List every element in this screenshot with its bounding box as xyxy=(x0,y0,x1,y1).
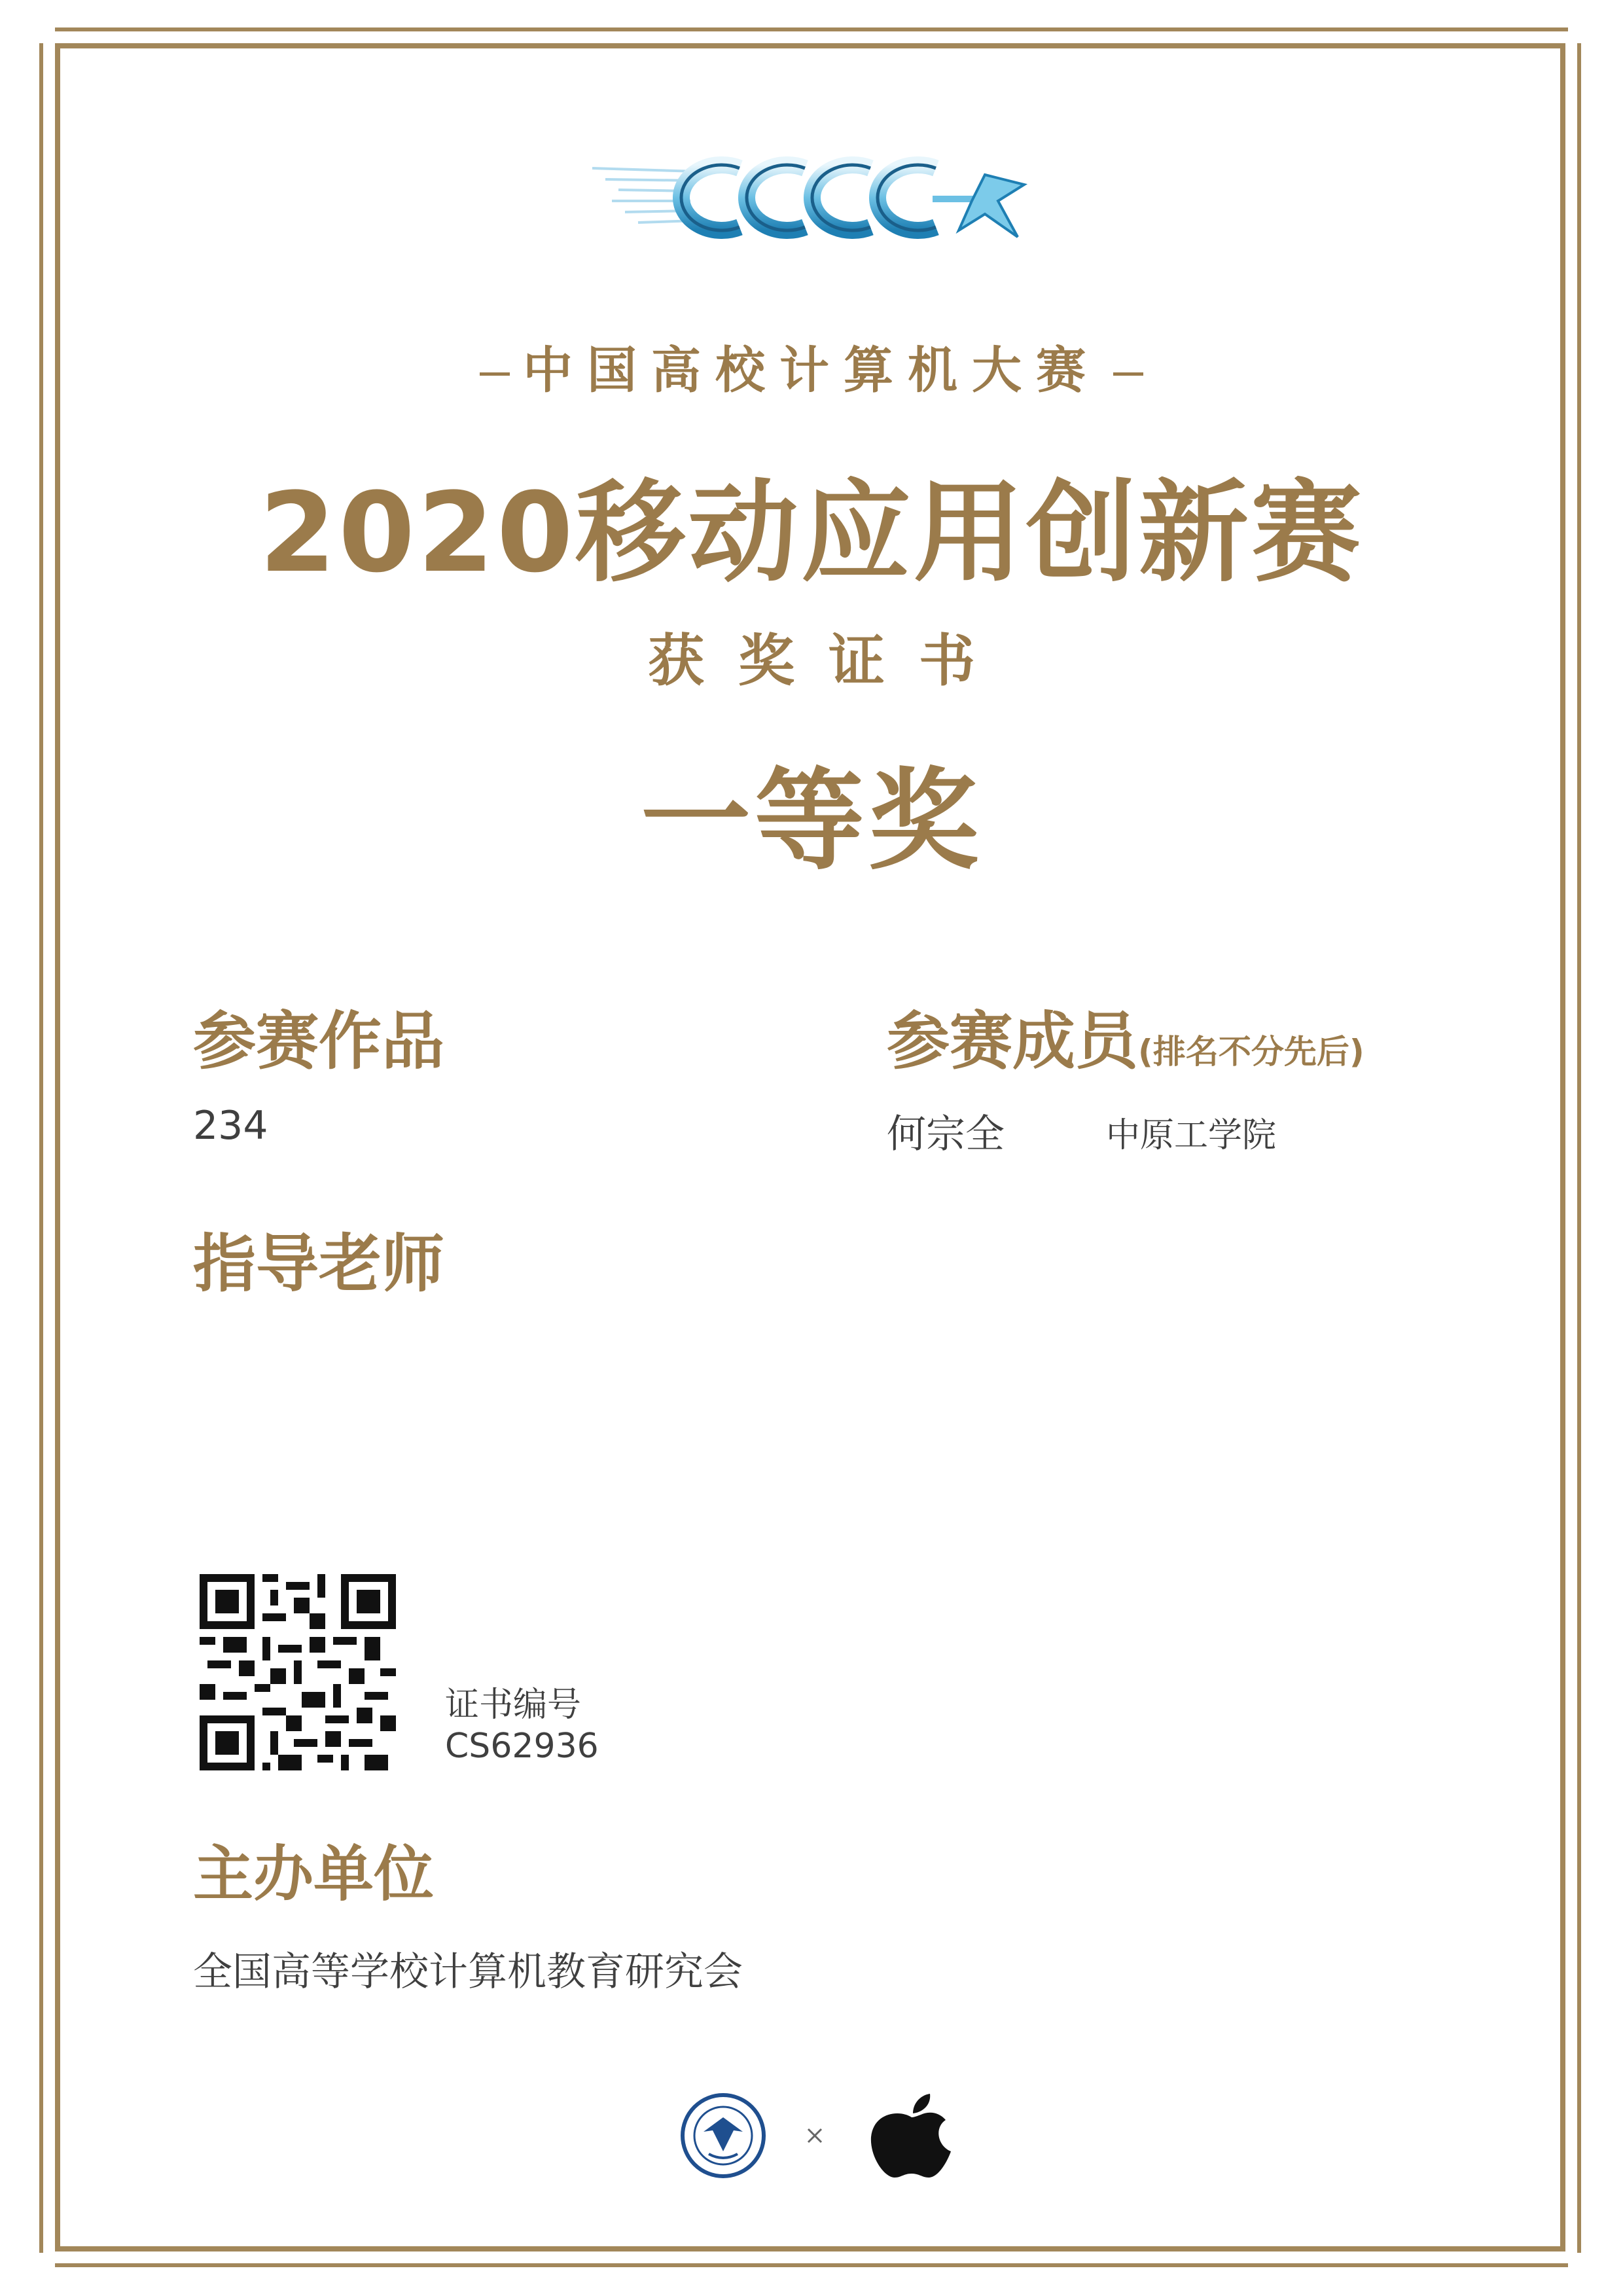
corner-notch xyxy=(35,24,55,43)
subtitle-text: 中国高校计算机大赛 xyxy=(523,341,1100,399)
member-name: 何宗全 xyxy=(887,1111,1005,1157)
subtitle-dash-right xyxy=(1113,372,1143,376)
competition-subtitle xyxy=(0,331,1623,402)
award-level: 一等奖 xyxy=(641,757,982,885)
cccc-logo xyxy=(592,139,1037,257)
corner-notch xyxy=(35,2253,55,2272)
apple-logo-icon xyxy=(871,2094,951,2178)
qr-code xyxy=(200,1574,396,1770)
advisor-heading: 指导老师 xyxy=(193,1227,444,1300)
members-heading xyxy=(887,992,1364,1081)
corner-notch xyxy=(1568,24,1588,43)
separator-glyph xyxy=(808,2129,821,2142)
subtitle-dash-left xyxy=(480,372,510,376)
footer-logos xyxy=(677,2091,952,2183)
members-heading-text: 参赛成员 xyxy=(887,1005,1138,1078)
work-heading: 参赛作品 xyxy=(193,1005,444,1078)
organizer-value: 全国高等学校计算机教育研究会 xyxy=(193,1949,743,1995)
corner-notch xyxy=(1568,2253,1588,2272)
certificate-number-label: 证书编号 xyxy=(445,1685,582,1725)
members-heading-note: (排名不分先后) xyxy=(1138,1033,1364,1071)
certificate-label: 获奖证书 xyxy=(648,628,1009,694)
organizer-heading: 主办单位 xyxy=(193,1839,435,1909)
work-value: 234 xyxy=(193,1103,268,1149)
main-title: 2020移动应用创新赛 xyxy=(259,469,1364,597)
member-school: 中原工学院 xyxy=(1106,1116,1277,1155)
certificate-number: CS62936 xyxy=(445,1727,599,1766)
zhejiang-university-seal xyxy=(683,2095,764,2176)
